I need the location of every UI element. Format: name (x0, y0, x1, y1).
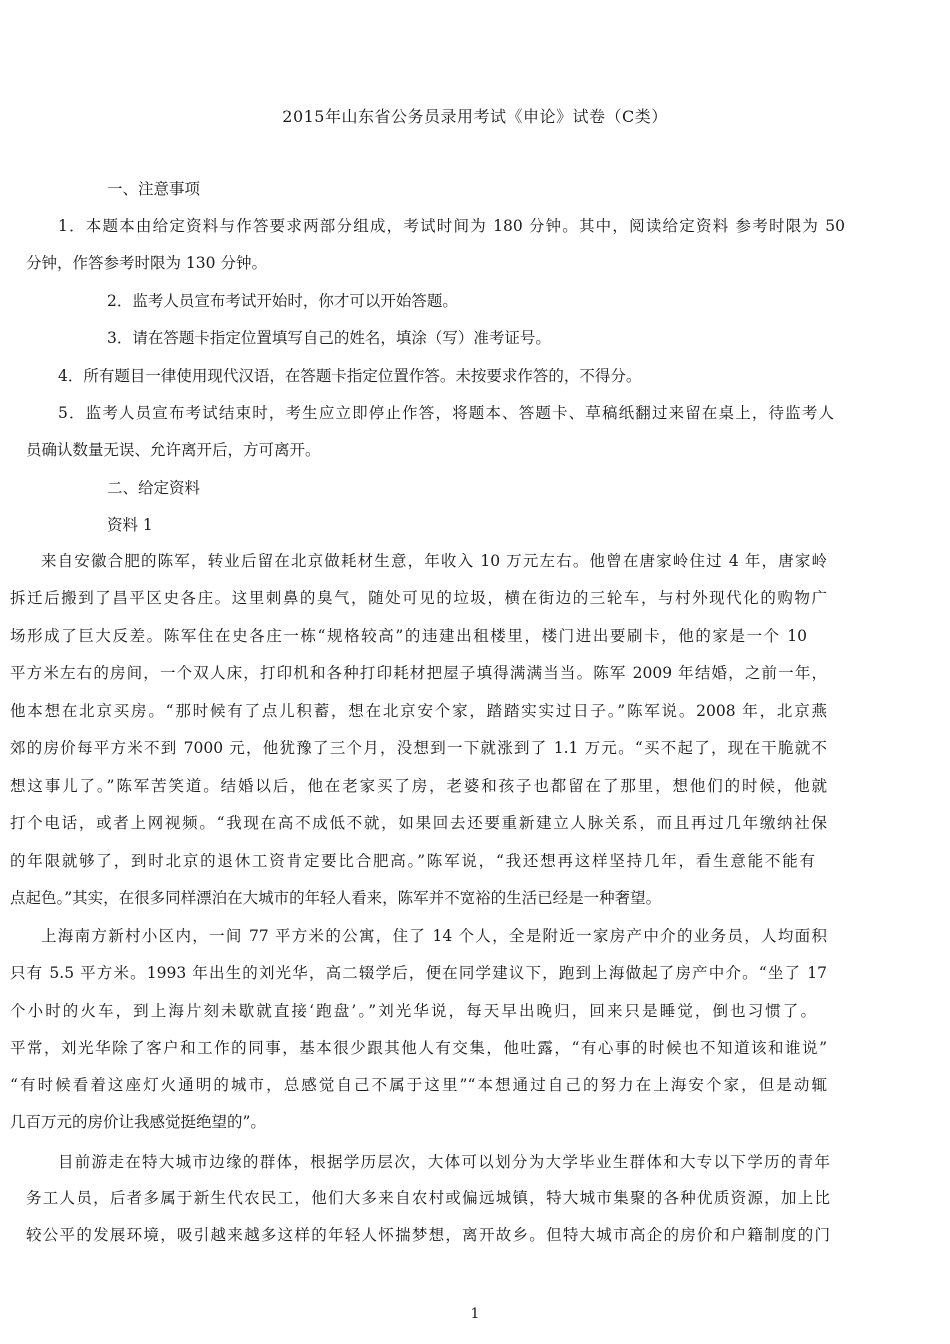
note-1-line-1: 1．本题本由给定资料与作答要求两部分组成，考试时间为 180 分钟。其中，阅读给定资料 参考时限为 50 (58, 217, 845, 235)
para1-line: 郊的房价每平方米不到 7000 元，他犹豫了三个月，没想到一下就涨到了 1.1 万元。“买不起了，现在干脆就不 (10, 739, 827, 757)
para1-line: 平方米左右的房间，一个双人床，打印机和各种打印耗材把屋子填得满满当当。陈军 2009 年结婚，之前一年， (10, 664, 827, 682)
note-5-line-2: 员确认数量无误、允许离开后，方可离开。 (26, 441, 321, 459)
note-1-line-2: 分钟，作答参考时限为 130 分钟。 (26, 254, 267, 272)
note-5-line-1: 5．监考人员宣布考试结束时，考生应立即停止作答，将题本、答题卡、草稿纸翻过来留在桌上，待监考人 (58, 404, 834, 422)
para1-line: 来自安徽合肥的陈军，转业后留在北京做耗材生意，年收入 10 万元左右。他曾在唐家岭住过 4 年，唐家岭 (41, 552, 827, 570)
note-3: 3．请在答题卡指定位置填写自己的姓名，填涂（写）准考证号。 (107, 329, 551, 347)
para3-line: 较公平的发展环境，吸引越来越多这样的年轻人怀揣梦想，离开故乡。但特大城市高企的房价和户籍制度的门 (26, 1226, 830, 1244)
para1-line: 场形成了巨大反差。陈军住在史各庄一栋“规格较高”的违建出租楼里，楼门进出要刷卡，他的家是一个 10 (10, 627, 807, 645)
para2-line: 平常，刘光华除了客户和工作的同事，基本很少跟其他人有交集，他吐露，“有心事的时候也不知道该和谁说” (10, 1039, 827, 1057)
para2-line: 上海南方新村小区内，一间 77 平方米的公寓，住了 14 个人，全是附近一家房产中介的业务员，人均面积 (41, 927, 827, 945)
para1-line: 点起色。”其实，在很多同样漂泊在大城市的年轻人看来，陈军并不宽裕的生活已经是一种奢望。 (10, 889, 662, 907)
para2-line: 个小时的火车，到上海片刻未歇就直接‘跑盘’。”刘光华说，每天早出晚归，回来只是睡觉，倒也习惯了。 (10, 1002, 816, 1020)
para1-line: 他本想在北京买房。“那时候有了点儿积蓄，想在北京安个家，踏踏实实过日子。”陈军说。2008 年，北京燕 (10, 702, 827, 720)
material-label: 资料 1 (107, 516, 153, 534)
para3-line: 目前游走在特大城市边缘的群体，根据学历层次，大体可以划分为大学毕业生群体和大专以下学历的青年 (58, 1153, 830, 1171)
para3-line: 务工人员，后者多属于新生代农民工，他们大多来自农村或偏远城镇，特大城市集聚的各种优质资源，加上比 (26, 1189, 830, 1207)
note-2: 2．监考人员宣布考试开始时，你才可以开始答题。 (107, 292, 458, 310)
para1-line: 打个电话，或者上网视频。“我现在高不成低不就，如果回去还要重新建立人脉关系，而且再过几年缴纳社保 (10, 814, 827, 832)
para1-line: 的年限就够了，到时北京的退休工资肯定要比合肥高。”陈军说，“我还想再这样坚持几年，看生意能不能有 (10, 852, 815, 870)
page-number: 1 (470, 1306, 480, 1322)
note-4: 4．所有题目一律使用现代汉语，在答题卡指定位置作答。未按要求作答的，不得分。 (58, 367, 642, 385)
para1-line: 拆迁后搬到了昌平区史各庄。这里刺鼻的臭气，随处可见的垃圾，横在街边的三轮车，与村外现代化的购物广 (10, 589, 827, 607)
para2-line: “有时候看着这座灯火通明的城市，总感觉自己不属于这里”“本想通过自己的努力在上海安个家，但是动辄 (10, 1076, 827, 1094)
section-heading-notes: 一、注意事项 (107, 180, 201, 198)
section-heading-materials: 二、给定资料 (107, 479, 201, 497)
para2-line: 几百万元的房价让我感觉挺绝望的”。 (10, 1113, 266, 1131)
para2-line: 只有 5.5 平方米。1993 年出生的刘光华，高二辍学后，便在同学建议下，跑到上海做起了房产中介。“坐了 17 (10, 964, 827, 982)
para1-line: 想这事儿了。”陈军苦笑道。结婚以后，他在老家买了房，老婆和孩子也都留在了那里，想他们的时候，他就 (10, 777, 827, 795)
page-title: 2015年山东省公务员录用考试《申论》试卷（C类） (282, 107, 668, 126)
